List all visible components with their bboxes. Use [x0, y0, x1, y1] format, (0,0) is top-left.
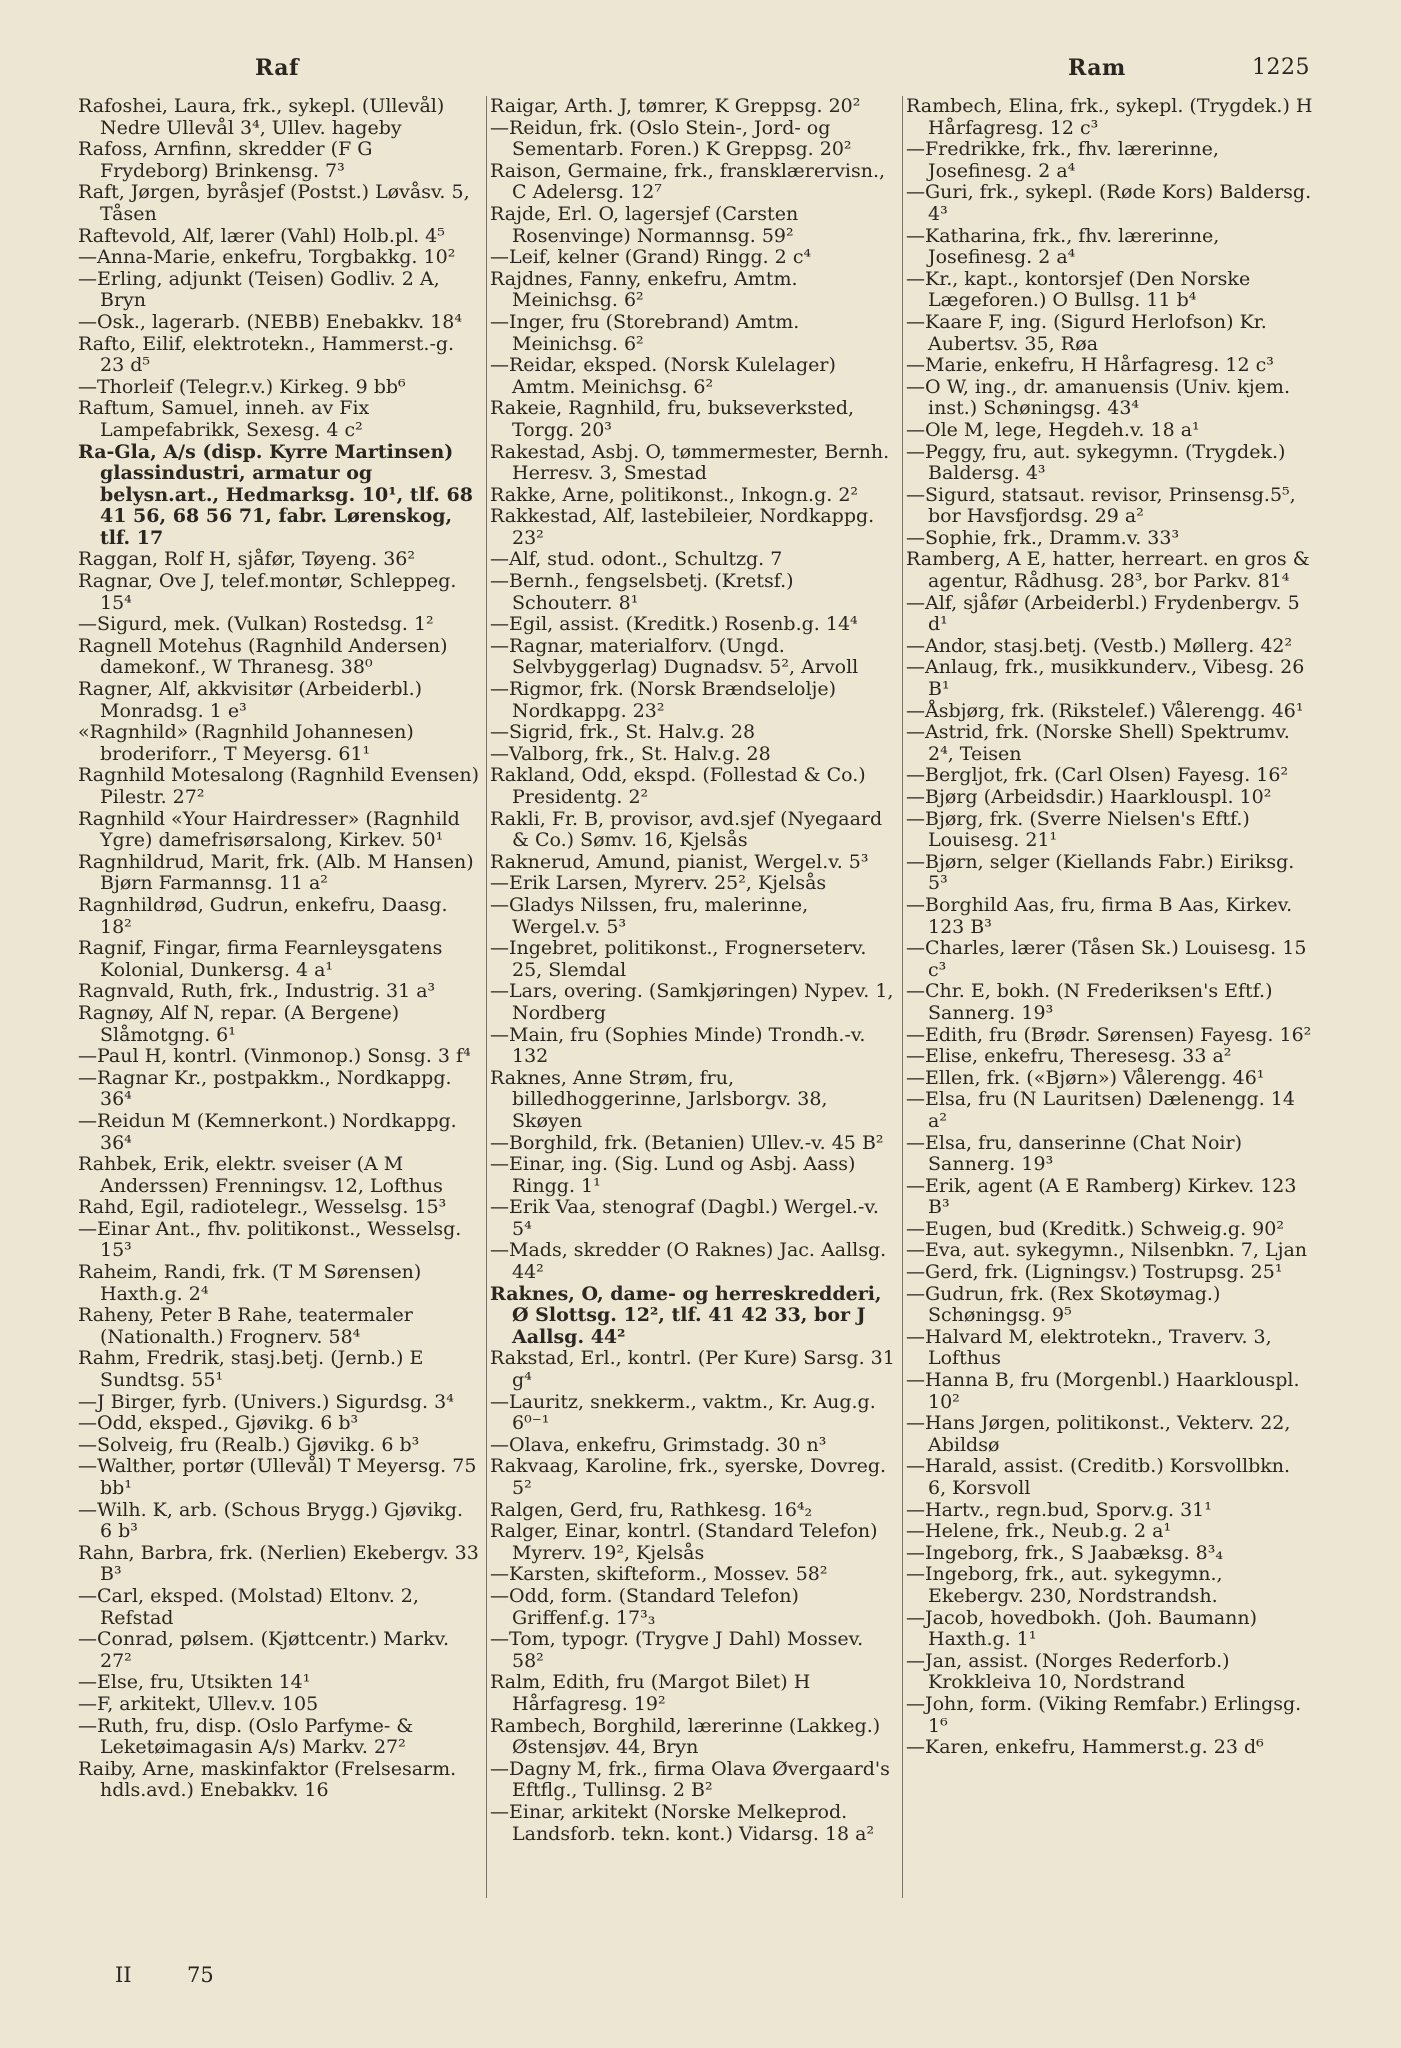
directory-entry: —Erik, agent (A E Ramberg) Kirkev. 123 B³ [906, 1174, 1297, 1219]
directory-entry: Raftum, Samuel, inneh. av Fix Lampefabrikk, Sexesg. 4 c² [78, 397, 370, 441]
directory-entry: —Charles, lærer (Tåsen Sk.) Louisesg. 15 c³ [906, 937, 1307, 981]
directory-entry: Rahm, Fredrik, stasj.betj. (Jernb.) E Sundtsg. 55¹ [78, 1347, 424, 1392]
directory-entry: Rakeie, Ragnhild, fru, bukseverksted, Torgg. 20³ [490, 397, 855, 441]
directory-entry: —Erling, adjunkt (Teisen) Godliv. 2 A, Bryn [78, 267, 440, 312]
directory-entry: —Halvard M, elektrotekn., Traverv. 3, Lofthus [906, 1325, 1272, 1370]
directory-entry: Raggan, Rolf H, sjåfør, Tøyeng. 36² [78, 548, 415, 571]
directory-entry: —Osk., lagerarb. (NEBB) Enebakkv. 18⁴ [78, 310, 463, 333]
directory-entry: —Edith, fru (Brødr. Sørensen) Fayesg. 16² [906, 1023, 1312, 1046]
directory-entry: —Ragnar Kr., postpakkm., Nordkappg. 36⁴ [78, 1066, 452, 1111]
directory-entry: Ragnhild «Your Hairdresser» (Ragnhild Ygre) damefrisørsalong, Kirkev. 50¹ [78, 807, 460, 852]
directory-entry: Rakstad, Erl., kontrl. (Per Kure) Sarsg. 31 g⁴ [490, 1347, 895, 1392]
directory-entry: Raft, Jørgen, byråsjef (Postst.) Løvåsv. 5, Tåsen [78, 181, 470, 225]
directory-entry: Raison, Germaine, frk., fransklærervisn., C Adelersg. 12⁷ [490, 159, 886, 204]
directory-entry: —Hans Jørgen, politikonst., Vekterv. 22, Abildsø [906, 1412, 1291, 1456]
directory-entry: —Eugen, bud (Kreditk.) Schweig.g. 90² [906, 1217, 1284, 1240]
signature-mark-left: II [115, 1963, 132, 1987]
directory-entry: —Ragnar, materialforv. (Ungd. Selvbyggerlag) Dugnadsv. 5², Arvoll [490, 634, 859, 679]
directory-entry: —Rigmor, frk. (Norsk Brændselolje) Nordkappg. 23² [490, 678, 837, 722]
directory-entry: —Peggy, fru, aut. sykegymn. (Trygdek.) Baldersg. 4³ [906, 440, 1286, 485]
directory-entry: —Kr., kapt., kontorsjef (Den Norske Lægeforen.) O Bullsg. 11 b⁴ [906, 267, 1251, 312]
page-number: 1225 [1252, 55, 1310, 80]
directory-entry: Raftevold, Alf, lærer (Vahl) Holb.pl. 4⁵ [78, 224, 445, 247]
directory-entry: «Ragnhild» (Ragnhild Johannesen) broderiforr., T Meyersg. 61¹ [78, 721, 414, 765]
directory-entry: Rambech, Elina, frk., sykepl. (Trygdek.) H Hårfagresg. 12 c³ [906, 96, 1313, 139]
running-head-right: Ram [1068, 55, 1126, 81]
directory-entry: —Anlaug, frk., musikkunderv., Vibesg. 26 B¹ [906, 656, 1305, 701]
signature-mark-right: 75 [187, 1963, 214, 1987]
directory-entry: Ragnar, Ove J, telef.montør, Schleppeg. 15⁴ [78, 570, 457, 614]
directory-entry: —Erik Larsen, Myrerv. 25², Kjelsås [490, 872, 827, 895]
directory-entry: —Paul H, kontrl. (Vinmonop.) Sonsg. 3 f⁴ [78, 1045, 471, 1068]
directory-entry: —Jacob, hovedbokh. (Joh. Baumann) Haxth.g. 1¹ [906, 1606, 1258, 1651]
directory-entry: —Valborg, frk., St. Halv.g. 28 [490, 742, 771, 765]
directory-entry: —Ingeborg, frk., aut. sykegymn., Ekebergv. 230, Nordstrandsh. [906, 1563, 1223, 1607]
directory-entry: Ragnøy, Alf N, repar. (A Bergene) Slåmotgng. 6¹ [78, 1001, 400, 1046]
directory-entry: —Odd, form. (Standard Telefon) Griffenf.g. 17³₃ [490, 1584, 799, 1629]
directory-entry: —Karen, enkefru, Hammerst.g. 23 d⁶ [906, 1736, 1264, 1759]
directory-entry: —Sophie, frk., Dramm.v. 33³ [906, 526, 1180, 549]
directory-entry: —Bernh., fengselsbetj. (Kretsf.) Schouterr. 8¹ [490, 570, 794, 614]
directory-entry: Rakke, Arne, politikonst., Inkogn.g. 2² [490, 483, 859, 506]
column-divider [486, 96, 487, 1898]
directory-entry: —Ingeborg, frk., S Jaabæksg. 8³₄ [906, 1541, 1223, 1564]
directory-entry: —Ellen, frk. («Bjørn») Vålerengg. 46¹ [906, 1066, 1265, 1089]
directory-entry: Raknes, O, dame- og herreskredderi, Ø Slottsg. 12², tlf. 41 42 33, bor J Aallsg. 44² [490, 1282, 882, 1348]
directory-entry: —Einar, ing. (Sig. Lund og Asbj. Aass) Ringg. 1¹ [490, 1153, 856, 1197]
directory-entry: —O W, ing., dr. amanuensis (Univ. kjem. inst.) Schøningsg. 43⁴ [906, 375, 1290, 420]
directory-entry: —Lars, overing. (Samkjøringen) Nypev. 1, Nordberg [490, 980, 894, 1024]
directory-entry: —Reidun M (Kemnerkont.) Nordkappg. 36⁴ [78, 1109, 457, 1154]
directory-entry: Rambech, Borghild, lærerinne (Lakkeg.) Østensjøv. 44, Bryn [490, 1714, 881, 1759]
directory-entry: —Conrad, pølsem. (Kjøttcentr.) Markv. 27² [78, 1628, 449, 1672]
directory-entry: —Egil, assist. (Kreditk.) Rosenb.g. 14⁴ [490, 613, 858, 636]
directory-entry: —J Birger, fyrb. (Univers.) Sigurdsg. 3⁴ [78, 1390, 454, 1413]
directory-entry: Ragnhildrud, Marit, frk. (Alb. M Hansen) Bjørn Farmannsg. 11 a² [78, 850, 474, 895]
directory-entry: —Walther, portør (Ullevål) T Meyersg. 75 bb¹ [78, 1455, 477, 1499]
directory-entry: —John, form. (Viking Remfabr.) Erlingsg. 1⁶ [906, 1692, 1302, 1737]
directory-entry: —Inger, fru (Storebrand) Amtm. Meinichsg. 6² [490, 310, 800, 355]
directory-entry: —Hartv., regn.bud, Sporv.g. 31¹ [906, 1498, 1212, 1521]
directory-entry: —Elise, enkefru, Theresesg. 33 a² [906, 1045, 1232, 1068]
directory-entry: Ragnvald, Ruth, frk., Industrig. 31 a³ [78, 980, 436, 1003]
directory-entry: Rakkestad, Alf, lastebileier, Nordkappg. 23² [490, 505, 875, 549]
directory-entry: —Fredrikke, frk., fhv. lærerinne, Josefinesg. 2 a⁴ [906, 138, 1219, 182]
directory-entry: —Åsbjørg, frk. (Rikstelef.) Vålerengg. 46¹ [906, 699, 1304, 722]
running-head-left: Raf [255, 55, 300, 81]
directory-entry: —Guri, frk., sykepl. (Røde Kors) Baldersg. 4³ [906, 181, 1312, 225]
directory-entry: —Elsa, fru (N Lauritsen) Dælenengg. 14 a² [906, 1088, 1295, 1132]
directory-entry: —Olava, enkefru, Grimstadg. 30 n³ [490, 1433, 827, 1456]
directory-entry: Rafoss, Arnfinn, skredder (F G Frydeborg) Brinkensg. 7³ [78, 138, 373, 182]
directory-entry: —Borghild Aas, fru, firma B Aas, Kirkev. 123 B³ [906, 893, 1293, 938]
directory-entry: Raknerud, Amund, pianist, Wergel.v. 5³ [490, 850, 869, 873]
directory-entry: Ralger, Einar, kontrl. (Standard Telefon) Myrerv. 19², Kjelsås [490, 1520, 878, 1564]
directory-entry: —Sigrid, frk., St. Halv.g. 28 [490, 721, 756, 744]
directory-entry: —Astrid, frk. (Norske Shell) Spektrumv. 2⁴, Teisen [906, 721, 1290, 765]
directory-entry: —Helene, frk., Neub.g. 2 a¹ [906, 1520, 1172, 1543]
directory-entry: Raiby, Arne, maskinfaktor (Frelsesarm. hdls.avd.) Enebakkv. 16 [78, 1757, 457, 1802]
directory-entry: Rakestad, Asbj. O, tømmermester, Bernh. Herresv. 3, Smestad [490, 440, 890, 485]
directory-entry: —Kaare F, ing. (Sigurd Herlofson) Kr. Aubertsv. 35, Røa [906, 310, 1267, 355]
directory-entry: Rahn, Barbra, frk. (Nerlien) Ekebergv. 33 B³ [78, 1541, 479, 1586]
directory-entry: Ragnell Motehus (Ragnhild Andersen) damekonf., W Thranesg. 38⁰ [78, 634, 448, 679]
directory-entry: —Bjørg, frk. (Sverre Nielsen's Eftf.) Louisesg. 21¹ [906, 807, 1250, 852]
directory-entry: Raknes, Anne Strøm, fru, billedhoggerinne, Jarlsborgv. 38, Skøyen [490, 1066, 828, 1132]
directory-entry: —Elsa, fru, danserinne (Chat Noir) Sannerg. 19³ [906, 1131, 1242, 1176]
directory-entry: Ragner, Alf, akkvisitør (Arbeiderbl.) Monradsg. 1 e³ [78, 678, 423, 722]
directory-entry: —Harald, assist. (Creditb.) Korsvollbkn. 6, Korsvoll [906, 1455, 1291, 1499]
directory-entry: —Solveig, fru (Realb.) Gjøvikg. 6 b³ [78, 1433, 420, 1456]
directory-entry: —Dagny M, frk., firma Olava Øvergaard's Eftflg., Tullinsg. 2 B² [490, 1757, 890, 1802]
directory-entry: Ralm, Edith, fru (Margot Bilet) H Hårfagresg. 19² [490, 1671, 811, 1715]
directory-entry: —Leif, kelner (Grand) Ringg. 2 c⁴ [490, 246, 812, 269]
directory-entry: —Einar, arkitekt (Norske Melkeprod. Landsforb. tekn. kont.) Vidarsg. 18 a² [490, 1800, 875, 1845]
directory-entry: —Gladys Nilssen, fru, malerinne, Wergel.v. 5³ [490, 893, 809, 938]
directory-entry: —Ruth, fru, disp. (Oslo Parfyme- & Leketøimagasin A/s) Markv. 27² [78, 1714, 414, 1759]
directory-entry: Rakvaag, Karoline, frk., syerske, Dovreg. 5² [490, 1455, 887, 1499]
directory-entry: —Einar Ant., fhv. politikonst., Wesselsg. 15³ [78, 1217, 462, 1262]
directory-entry: —Sigurd, statsaut. revisor, Prinsensg.5⁵, bor Havsfjordsg. 29 a² [906, 483, 1296, 528]
directory-entry: —Marie, enkefru, H Hårfagresg. 12 c³ [906, 354, 1274, 377]
directory-entry: —Sigurd, mek. (Vulkan) Rostedsg. 1² [78, 613, 434, 636]
directory-entry: —Carl, eksped. (Molstad) Eltonv. 2, Refstad [78, 1584, 419, 1629]
directory-entry: —Hanna B, fru (Morgenbl.) Haarklouspl. 10² [906, 1369, 1300, 1413]
directory-entry: —Jan, assist. (Norges Rederforb.) Krokkleiva 10, Nordstrand [906, 1649, 1230, 1694]
column-1 [78, 96, 480, 1906]
directory-entry: Ra-Gla, A/s (disp. Kyrre Martinsen) glassindustri, armatur og belysn.art., Hedmarksg. 10¹, tlf. 68 41 56, 68 56 71, fabr. Lørenskog, tlf. 17 [78, 440, 473, 549]
directory-entry: Raheim, Randi, frk. (T M Sørensen) Haxth.g. 2⁴ [78, 1261, 422, 1305]
directory-entry: —Bjørn, selger (Kiellands Fabr.) Eiriksg. 5³ [906, 850, 1295, 895]
column-2 [490, 96, 896, 1906]
directory-entry: —Main, fru (Sophies Minde) Trondh.-v. 132 [490, 1023, 866, 1068]
directory-entry: Ragnhild Motesalong (Ragnhild Evensen) Pilestr. 27² [78, 764, 480, 808]
directory-entry: —Ole M, lege, Hegdeh.v. 18 a¹ [906, 418, 1200, 441]
directory-entry: —Else, fru, Utsikten 14¹ [78, 1671, 311, 1694]
directory-entry: —Wilh. K, arb. (Schous Brygg.) Gjøvikg. 6 b³ [78, 1498, 463, 1543]
directory-entry: —Andor, stasj.betj. (Vestb.) Møllerg. 42² [906, 634, 1293, 657]
directory-entry: Raheny, Peter B Rahe, teatermaler (Nationalth.) Frognerv. 58⁴ [78, 1304, 413, 1348]
directory-entry: —Borghild, frk. (Betanien) Ullev.-v. 45 B² [490, 1131, 884, 1154]
directory-entry: —Erik Vaa, stenograf (Dagbl.) Wergel.-v. 5⁴ [490, 1196, 879, 1240]
directory-entry: —Alf, stud. odont., Schultzg. 7 [490, 548, 783, 571]
directory-entry: —Reidar, eksped. (Norsk Kulelager) Amtm. Meinichsg. 6² [490, 354, 836, 398]
directory-entry: Rakland, Odd, ekspd. (Follestad & Co.) Presidentg. 2² [490, 764, 866, 808]
directory-entry: Rajde, Erl. O, lagersjef (Carsten Rosenvinge) Normannsg. 59² [490, 202, 799, 247]
directory-entry: —Ingebret, politikonst., Frognerseterv. 25, Slemdal [490, 937, 867, 981]
directory-entry: —Tom, typogr. (Trygve J Dahl) Mossev. 58² [490, 1628, 864, 1672]
directory-entry: —Eva, aut. sykegymn., Nilsenbkn. 7, Ljan [906, 1239, 1308, 1262]
directory-entry: —Karsten, skifteform., Mossev. 58² [490, 1563, 828, 1586]
directory-entry: —Lauritz, snekkerm., vaktm., Kr. Aug.g. 6⁰⁻¹ [490, 1390, 876, 1435]
directory-entry: —Chr. E, bokh. (N Frederiksen's Eftf.) Sannerg. 19³ [906, 980, 1273, 1024]
directory-entry: —Gerd, frk. (Ligningsv.) Tostrupsg. 25¹ [906, 1261, 1283, 1284]
directory-entry: —Thorleif (Telegr.v.) Kirkeg. 9 bb⁶ [78, 375, 406, 398]
directory-entry: —Reidun, frk. (Oslo Stein-, Jord- og Sementarb. Foren.) K Greppsg. 20² [490, 116, 852, 161]
directory-entry: —F, arkitekt, Ullev.v. 105 [78, 1692, 319, 1715]
directory-entry: Rakli, Fr. B, provisor, avd.sjef (Nyegaard & Co.) Sømv. 16, Kjelsås [490, 807, 883, 852]
directory-entry: Rafto, Eilif, elektrotekn., Hammerst.-g. 23 d⁵ [78, 332, 455, 377]
column-divider [902, 96, 903, 1898]
directory-entry: —Alf, sjåfør (Arbeiderbl.) Frydenbergv. 5 d¹ [906, 591, 1300, 636]
column-3 [906, 96, 1314, 1906]
directory-entry: Rahd, Egil, radiotelegr., Wesselsg. 15³ [78, 1196, 447, 1219]
directory-entry: Ramberg, A E, hatter, herreart. en gros & agentur, Rådhusg. 28³, bor Parkv. 81⁴ [906, 548, 1310, 593]
directory-entry: —Katharina, frk., fhv. lærerinne, Josefinesg. 2 a⁴ [906, 224, 1220, 269]
directory-entry: —Anna-Marie, enkefru, Torgbakkg. 10² [78, 246, 456, 269]
directory-entry: —Mads, skredder (O Raknes) Jac. Aallsg. 44² [490, 1239, 887, 1284]
directory-entry: Rahbek, Erik, elektr. sveiser (A M Anderssen) Frenningsv. 12, Lofthus [78, 1153, 443, 1197]
directory-entry: —Odd, eksped., Gjøvikg. 6 b³ [78, 1412, 359, 1435]
directory-entry: Ragnhildrød, Gudrun, enkefru, Daasg. 18² [78, 893, 448, 938]
directory-entry: Ragnif, Fingar, firma Fearnleysgatens Kolonial, Dunkersg. 4 a¹ [78, 937, 443, 981]
directory-entry: —Bergljot, frk. (Carl Olsen) Fayesg. 16² [906, 764, 1289, 787]
directory-entry: Ralgen, Gerd, fru, Rathkesg. 16⁴₂ [490, 1498, 813, 1521]
directory-entry: —Bjørg (Arbeidsdir.) Haarklouspl. 10² [906, 786, 1272, 808]
directory-entry: Rafoshei, Laura, frk., sykepl. (Ullevål) Nedre Ullevål 3⁴, Ullev. hageby [78, 96, 445, 139]
directory-entry: —Gudrun, frk. (Rex Skotøymag.) Schøningsg. 9⁵ [906, 1282, 1221, 1327]
directory-entry: Raigar, Arth. J, tømrer, K Greppsg. 20² [490, 96, 861, 117]
directory-entry: Rajdnes, Fanny, enkefru, Amtm. Meinichsg. 6² [490, 267, 798, 312]
